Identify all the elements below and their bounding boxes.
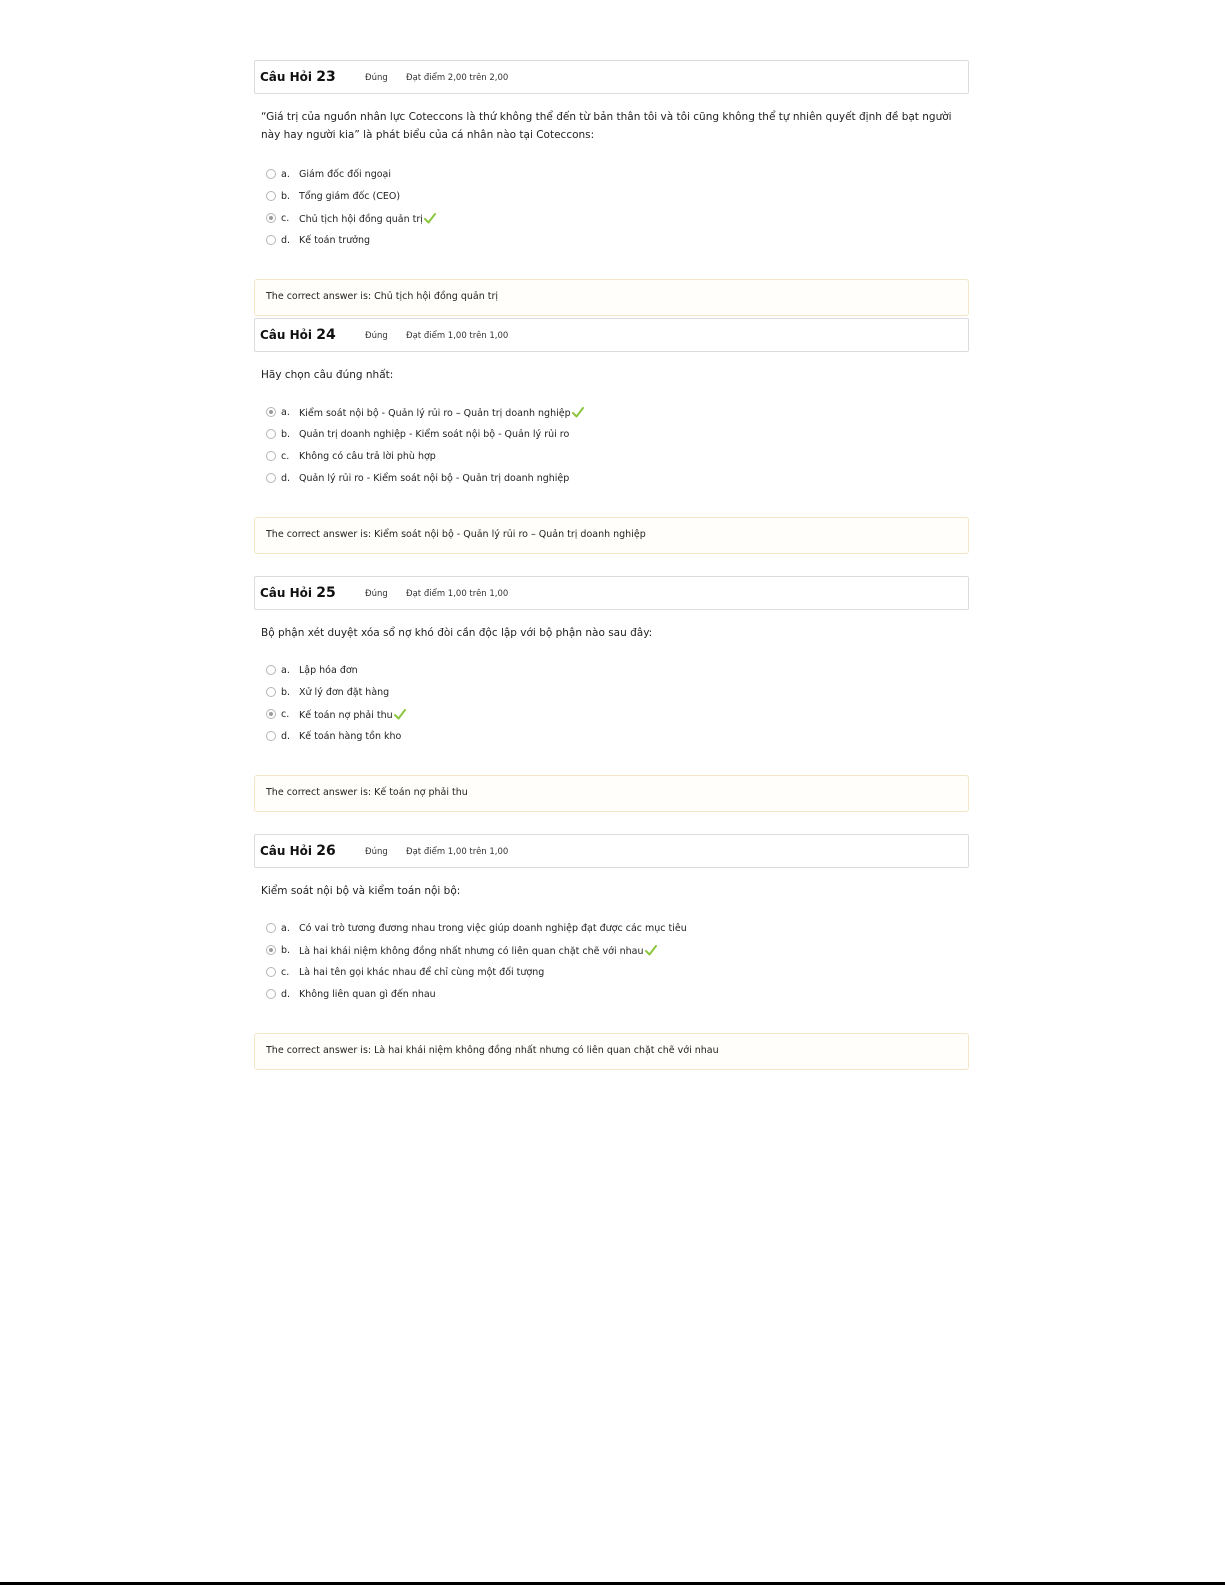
correct-answer-feedback <box>254 775 969 812</box>
option-letter: a. <box>281 665 290 676</box>
option-text: Kế toán trưởng <box>299 235 371 246</box>
radio-button[interactable] <box>266 169 276 179</box>
question-header <box>254 60 969 94</box>
radio-button-checked[interactable] <box>266 213 276 223</box>
radio-button[interactable] <box>266 429 276 439</box>
radio-button-checked[interactable] <box>266 407 276 417</box>
correct-answer-text: The correct answer is: Chủ tịch hội đồng quản trị <box>266 291 499 302</box>
quiz-review <box>254 60 969 1092</box>
question-text: Hãy chọn câu đúng nhất: <box>261 369 394 381</box>
option-letter: a. <box>281 407 290 418</box>
correct-answer-feedback <box>254 1033 969 1070</box>
radio-button[interactable] <box>266 473 276 483</box>
option-letter: d. <box>281 989 291 1000</box>
question-header <box>254 318 969 352</box>
correct-answer-feedback <box>254 517 969 554</box>
checkmark-icon <box>424 213 436 224</box>
option-text: Chủ tịch hội đồng quản trị <box>299 213 436 225</box>
question-25 <box>254 576 969 834</box>
question-state: Đúng <box>365 73 388 83</box>
radio-button[interactable] <box>266 191 276 201</box>
option-letter: c. <box>281 709 290 720</box>
option-letter: d. <box>281 473 291 484</box>
question-header <box>254 834 969 868</box>
radio-button[interactable] <box>266 923 276 933</box>
option-text: Giám đốc đối ngoại <box>299 169 392 180</box>
option-letter: d. <box>281 235 291 246</box>
radio-button[interactable] <box>266 989 276 999</box>
correct-answer-text: The correct answer is: Kiểm soát nội bộ - Quản lý rủi ro – Quản trị doanh nghiệp <box>266 529 646 540</box>
question-number: Câu Hỏi 25 <box>260 585 336 601</box>
option-letter: c. <box>281 967 290 978</box>
option-text: Kế toán nợ phải thu <box>299 709 406 721</box>
question-state: Đúng <box>365 331 388 341</box>
question-grade: Đạt điểm 1,00 trên 1,00 <box>406 589 509 599</box>
option-text: Là hai khái niệm không đồng nhất nhưng có liên quan chặt chẽ với nhau <box>299 945 657 957</box>
option-text: Không liên quan gì đến nhau <box>299 989 436 1000</box>
option-text: Quản trị doanh nghiệp - Kiểm soát nội bộ - Quản lý rủi ro <box>299 429 570 440</box>
question-number: Câu Hỏi 26 <box>260 843 336 859</box>
checkmark-icon <box>394 709 406 720</box>
question-header <box>254 576 969 610</box>
radio-button[interactable] <box>266 665 276 675</box>
question-number: Câu Hỏi 24 <box>260 327 336 343</box>
correct-answer-text: The correct answer is: Kế toán nợ phải thu <box>266 787 468 798</box>
radio-button[interactable] <box>266 451 276 461</box>
checkmark-icon <box>572 407 584 418</box>
question-23 <box>254 60 969 318</box>
option-letter: b. <box>281 945 291 956</box>
option-text: Quản lý rủi ro - Kiểm soát nội bộ - Quản trị doanh nghiệp <box>299 473 570 484</box>
option-letter: b. <box>281 687 291 698</box>
correct-answer-text: The correct answer is: Là hai khái niệm không đồng nhất nhưng có liên quan chặt chẽ với nhau <box>266 1045 719 1056</box>
radio-button-checked[interactable] <box>266 945 276 955</box>
question-state: Đúng <box>365 847 388 857</box>
question-24 <box>254 318 969 576</box>
option-letter: b. <box>281 191 291 202</box>
question-text: “Giá trị của nguồn nhân lực Coteccons là thứ không thể đến từ bản thân tôi và tôi cũng không thể tự nhiên quyết định đề bạt người này hay người kia” là phát biểu của cá nhân nào tại Coteccons: <box>261 111 952 141</box>
option-text: Có vai trò tương đương nhau trong việc giúp doanh nghiệp đạt được các mục tiêu <box>299 923 687 934</box>
option-text: Xử lý đơn đặt hàng <box>299 687 390 698</box>
option-text: Lập hóa đơn <box>299 665 358 676</box>
option-text: Kiểm soát nội bộ - Quản lý rủi ro – Quản trị doanh nghiệp <box>299 407 584 419</box>
option-text: Tổng giám đốc (CEO) <box>299 191 401 202</box>
question-text: Bộ phận xét duyệt xóa sổ nợ khó đòi cần độc lập với bộ phận nào sau đây: <box>261 627 653 639</box>
radio-button[interactable] <box>266 687 276 697</box>
option-letter: c. <box>281 451 290 462</box>
option-letter: c. <box>281 213 290 224</box>
question-text: Kiểm soát nội bộ và kiểm toán nội bộ: <box>261 885 461 897</box>
radio-button[interactable] <box>266 731 276 741</box>
checkmark-icon <box>645 945 657 956</box>
question-grade: Đạt điểm 1,00 trên 1,00 <box>406 331 509 341</box>
option-letter: a. <box>281 169 290 180</box>
question-grade: Đạt điểm 1,00 trên 1,00 <box>406 847 509 857</box>
option-letter: d. <box>281 731 291 742</box>
question-26 <box>254 834 969 1092</box>
question-number: Câu Hỏi 23 <box>260 69 336 85</box>
option-letter: b. <box>281 429 291 440</box>
option-letter: a. <box>281 923 290 934</box>
radio-button[interactable] <box>266 967 276 977</box>
correct-answer-feedback <box>254 279 969 316</box>
radio-button[interactable] <box>266 235 276 245</box>
option-text: Là hai tên gọi khác nhau để chỉ cùng một đối tượng <box>299 967 545 978</box>
radio-button-checked[interactable] <box>266 709 276 719</box>
option-text: Kế toán hàng tồn kho <box>299 731 402 742</box>
option-text: Không có câu trả lời phù hợp <box>299 451 436 462</box>
question-state: Đúng <box>365 589 388 599</box>
question-grade: Đạt điểm 2,00 trên 2,00 <box>406 73 509 83</box>
